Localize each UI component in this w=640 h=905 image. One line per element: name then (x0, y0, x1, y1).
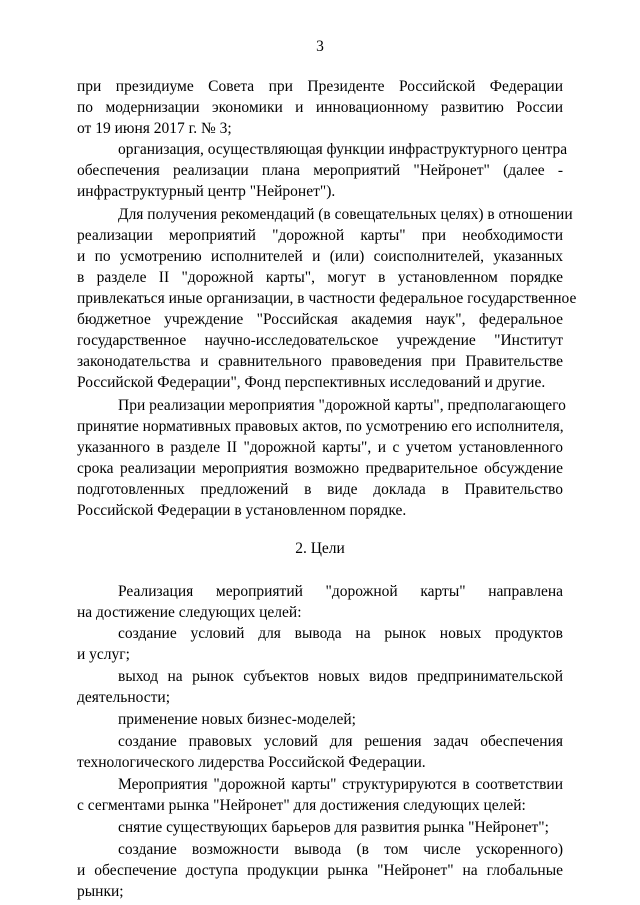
text-line: Российской Федерации в установленном порядке. (77, 502, 407, 519)
list-item-line: и обеспечение доступа продукции рынка "Нейронет" на глобальные (77, 862, 563, 879)
text-line: подготовленных предложений в виде доклада в Правительство (77, 481, 563, 498)
text-line: Реализация мероприятий "дорожной карты" направлена (118, 583, 563, 600)
text-line: срока реализации мероприятия возможно предварительное обсуждение (77, 460, 563, 477)
text-line: инфраструктурный центр "Нейронет"). (77, 183, 336, 200)
text-line: в разделе II "дорожной карты", могут в установленном порядке (77, 269, 563, 286)
text-line: организация, осуществляющая функции инфраструктурного центра (118, 141, 568, 158)
text-line: государственное научно-исследовательское учреждение "Институт (77, 332, 563, 349)
text-line: Мероприятия "дорожной карты" структурируются в соответствии (118, 776, 563, 793)
text-line: на достижение следующих целей: (77, 604, 302, 621)
list-item-line: деятельности; (77, 689, 171, 706)
list-item-line: выход на рынок субъектов новых видов предпринимательской (118, 668, 563, 685)
page-number: 3 (316, 38, 324, 55)
text-line: обеспечения реализации плана мероприятий "Нейронет" (далее - (77, 162, 563, 179)
list-item-line: применение новых бизнес-моделей; (118, 711, 356, 728)
list-item-line: создание возможности вывода (в том числе ускоренного) (118, 841, 563, 858)
text-line: Для получения рекомендаций (в совещательных целях) в отношении (118, 206, 573, 223)
list-item-line: снятие существующих барьеров для развития рынка "Нейронет"; (118, 819, 549, 836)
text-line: Российской Федерации", Фонд перспективных исследований и другие. (77, 374, 546, 391)
text-line: при президиуме Совета при Президенте Российской Федерации (77, 78, 563, 95)
list-item-line: создание условий для вывода на рынок новых продуктов (118, 625, 563, 642)
text-line: от 19 июня 2017 г. № 3; (77, 120, 232, 137)
text-line: законодательства и сравнительного правоведения при Правительстве (77, 353, 563, 370)
text-line: принятие нормативных правовых актов, по усмотрению его исполнителя, (77, 418, 564, 435)
list-item-line: технологического лидерства Российской Федерации. (77, 754, 426, 771)
text-line: с сегментами рынка "Нейронет" для достижения следующих целей: (77, 797, 526, 814)
text-line: реализации мероприятий "дорожной карты" при необходимости (77, 227, 563, 244)
list-item-line: и услуг; (77, 646, 130, 663)
list-item-line: рынки; (77, 883, 124, 900)
list-item-line: создание правовых условий для решения задач обеспечения (118, 733, 563, 750)
text-line: привлекаться иные организации, в частности федеральное государственное (77, 290, 577, 307)
text-line: и по усмотрению исполнителей и (или) соисполнителей, указанных (77, 248, 563, 265)
text-line: бюджетное учреждение "Российская академия наук", федеральное (77, 311, 563, 328)
text-line: по модернизации экономики и инновационному развитию России (77, 99, 563, 116)
text-line: указанного в разделе II "дорожной карты", и с учетом установленного (77, 439, 563, 456)
text-line: При реализации мероприятия "дорожной карты", предполагающего (118, 397, 566, 414)
section-heading: 2. Цели (295, 540, 345, 557)
